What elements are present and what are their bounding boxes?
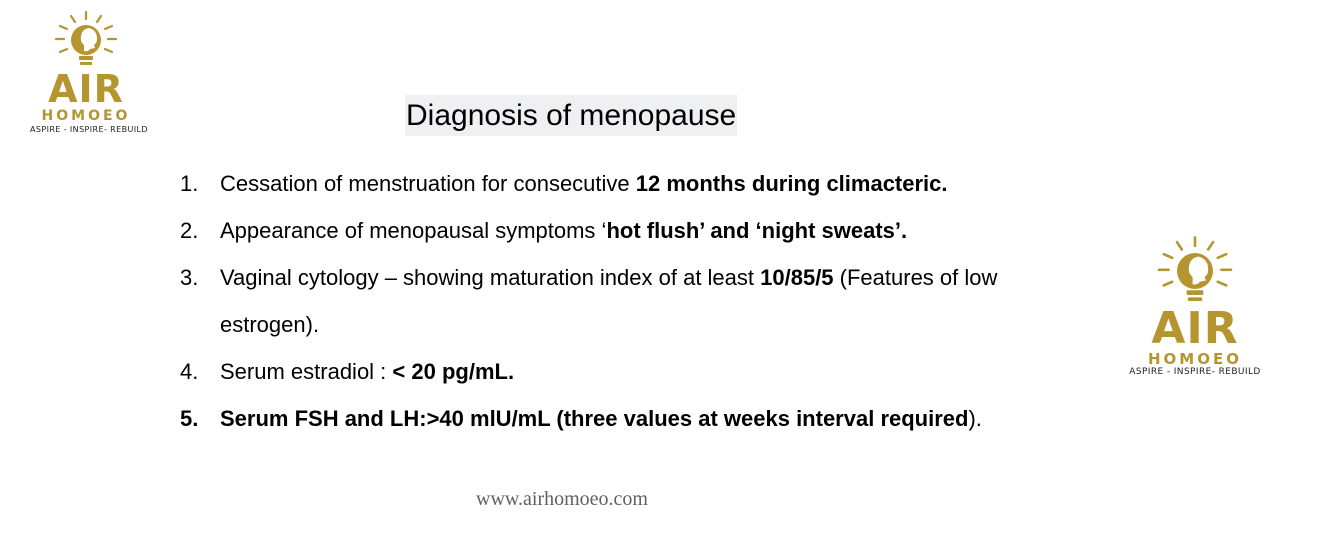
logo-wordmark: AIR [1151, 303, 1239, 354]
list-item-text: < 20 pg/mL. [392, 359, 515, 384]
list-item-text: Cessation of menstruation for consecutive [220, 171, 636, 196]
list-item [180, 207, 1100, 254]
list-number: 1. [180, 171, 199, 196]
list-item-text: Serum estradiol : [220, 359, 393, 384]
page-title: Diagnosis of menopause [405, 95, 737, 136]
list-item [180, 348, 1100, 395]
list-item [180, 395, 1100, 442]
list-item-text: ). [968, 406, 982, 431]
list-number: 2. [180, 218, 199, 243]
list-item-text: hot flush’ and ‘night sweats’. [606, 218, 908, 243]
diagnosis-list [180, 160, 1100, 442]
list-item-text: 12 months during climacteric. [635, 171, 948, 196]
air-homoeo-logo [30, 10, 148, 135]
website-url: www.airhomoeo.com [476, 488, 648, 510]
lightbulb-head-icon [1153, 235, 1237, 307]
list-item-text: Serum FSH and LH:>40 mlU/mL (three values at weeks interval required [220, 406, 969, 431]
lightbulb-head-icon [51, 10, 121, 70]
list-item-text: 10/85/5 [760, 265, 834, 290]
air-homoeo-logo-right [1128, 235, 1262, 378]
list-number: 5. [180, 406, 199, 431]
logo-tagline: ASPIRE - INSPIRE- REBUILD [30, 125, 148, 134]
list-item-text: Appearance of menopausal symptoms ‘ [220, 218, 607, 243]
logo-subtitle: HOMOEO [1148, 350, 1242, 368]
logo-tagline: ASPIRE - INSPIRE- REBUILD [1129, 367, 1261, 377]
list-item [180, 160, 1100, 207]
list-number: 3. [180, 265, 199, 290]
list-number: 4. [180, 359, 199, 384]
logo-subtitle: HOMOEO [41, 108, 131, 124]
logo-wordmark: AIR [48, 67, 124, 111]
list-item-text: (Features of low estrogen). [220, 265, 998, 337]
list-item-text: Vaginal cytology – showing maturation index of at least [220, 265, 761, 290]
list-item [180, 254, 1100, 348]
